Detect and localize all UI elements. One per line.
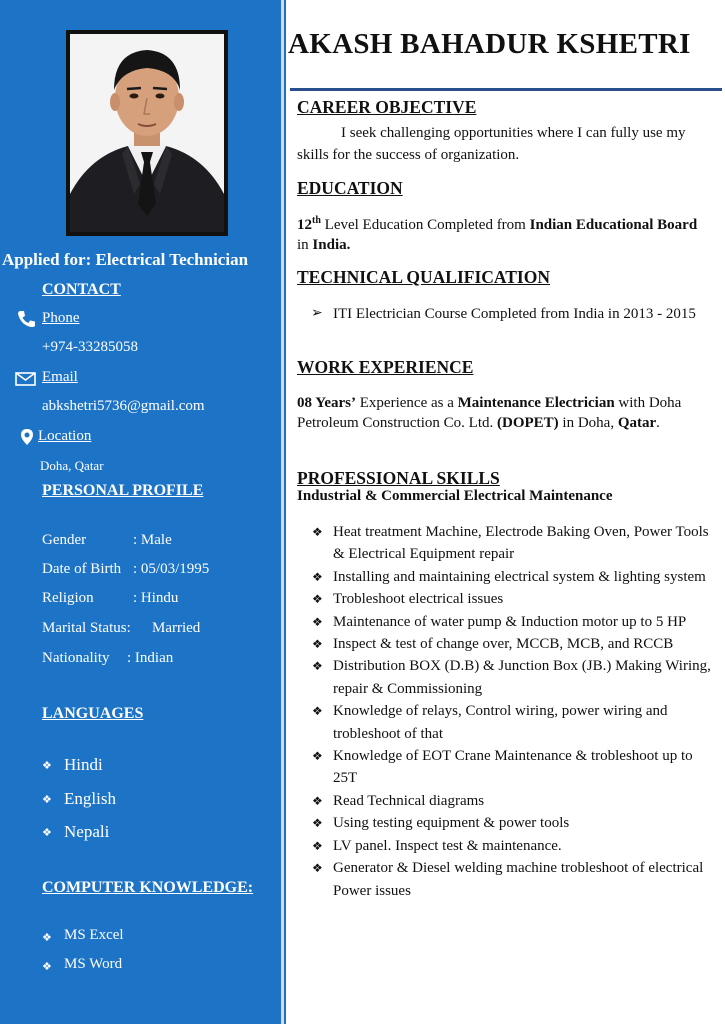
personal-profile-heading: PERSONAL PROFILE (42, 482, 204, 499)
technical-qualification-heading: TECHNICAL QUALIFICATION (297, 267, 550, 287)
diamond-bullet-icon: ❖ (312, 592, 323, 607)
skill-item-text: Using testing equipment & power tools (333, 815, 570, 832)
experience-text-1: Experience as a (356, 395, 458, 411)
language-item: Nepali (64, 822, 110, 841)
profile-photo (70, 34, 224, 232)
education-text (297, 211, 711, 255)
diamond-bullet-icon: ❖ (42, 760, 52, 772)
phone-value: +974-33285058 (42, 339, 138, 355)
skill-item (312, 633, 712, 655)
diamond-bullet-icon: ❖ (312, 525, 323, 539)
skill-item-text: Read Technical diagrams (333, 792, 485, 809)
gender-value: : Male (133, 532, 172, 548)
experience-country: Qatar (617, 415, 657, 431)
career-objective-text: I seek challenging opportunities where I can fully use my skills for the success of organization. (297, 125, 686, 163)
experience-text-3: in Doha, (558, 415, 618, 431)
experience-role: Maintenance Electrician (457, 395, 615, 411)
experience-text-2: with Doha Petroleum Construction Co. Ltd. (297, 395, 682, 431)
marital-status-value: Married (152, 620, 201, 636)
sidebar-divider-accent (284, 0, 286, 1024)
religion-value: : Hindu (133, 590, 179, 606)
language-item: Hindi (64, 755, 103, 774)
skill-item-text: Maintenance of water pump & Induction motor up to 5 HP (333, 613, 687, 630)
skill-item-text: LV panel. Inspect test & maintenance. (333, 837, 562, 854)
phone-label[interactable]: Phone (42, 310, 80, 326)
religion-label: Religion (42, 590, 94, 606)
diamond-bullet-icon: ❖ (312, 816, 323, 831)
skill-item (312, 790, 712, 812)
work-experience-text (297, 393, 711, 433)
skill-item (312, 566, 712, 588)
computer-skill-item: MS Excel (64, 927, 124, 943)
skill-item (312, 521, 712, 566)
dob-label: Date of Birth (42, 561, 122, 577)
diamond-bullet-icon: ❖ (42, 794, 52, 806)
skill-item-text: Trobleshoot electrical issues (333, 591, 504, 608)
skill-item (312, 812, 712, 834)
dob-value: : 05/03/1995 (133, 561, 210, 577)
experience-end: . (656, 415, 660, 431)
email-value: abkshetri5736@gmail.com (42, 398, 205, 414)
professional-skills-heading: PROFESSIONAL SKILLS (297, 468, 500, 488)
education-in-text: in (297, 237, 313, 253)
education-mid-text: Level Education Completed from (320, 217, 530, 233)
education-level-suffix: th (312, 215, 321, 226)
education-country: India. (312, 237, 351, 253)
career-objective-heading: CAREER OBJECTIVE (297, 97, 477, 117)
education-heading: EDUCATION (297, 178, 403, 198)
education-institution: Indian Educational Board (529, 217, 698, 233)
gender-label: Gender (42, 532, 87, 548)
skill-item (312, 745, 712, 790)
arrow-bullet-icon: ➢ (311, 306, 323, 321)
contact-heading: CONTACT (42, 281, 121, 298)
diamond-bullet-icon: ❖ (42, 961, 52, 973)
diamond-bullet-icon: ❖ (312, 793, 323, 808)
phone-icon (16, 310, 36, 333)
title-divider (290, 88, 722, 91)
skill-item (312, 588, 712, 610)
skill-item-text: Knowledge of relays, Control wiring, power wiring and trobleshoot of that (333, 703, 668, 742)
nationality-value: : Indian (127, 650, 174, 666)
skill-item-text: Knowledge of EOT Crane Maintenance & trobleshoot up to 25T (333, 748, 693, 787)
diamond-bullet-icon: ❖ (312, 749, 323, 764)
diamond-bullet-icon: ❖ (312, 614, 323, 629)
skill-item-text: Generator & Diesel welding machine trobleshoot of electrical Power issues (333, 860, 704, 899)
skill-item (312, 655, 712, 700)
nationality-label: Nationality (42, 650, 110, 666)
envelope-icon (15, 372, 36, 391)
diamond-bullet-icon: ❖ (312, 838, 323, 853)
skill-item-text: Inspect & test of change over, MCCB, MCB, and RCCB (333, 636, 674, 653)
experience-company-abbr: (DOPET) (497, 415, 559, 431)
sidebar (0, 0, 281, 1024)
skill-item-text: Installing and maintaining electrical system & lighting system (333, 568, 706, 585)
diamond-bullet-icon: ❖ (42, 932, 52, 944)
technical-qualification-item: ITI Electrician Course Completed from India in 2013 - 2015 (333, 306, 696, 322)
experience-years: 08 Years’ (297, 395, 357, 411)
professional-skills-subheading: Industrial & Commercial Electrical Maintenance (297, 488, 613, 504)
skill-item (312, 835, 712, 857)
diamond-bullet-icon: ❖ (312, 569, 323, 584)
applied-for-position: Applied for: Electrical Technician (2, 250, 249, 269)
marital-status-label: Marital Status: (42, 620, 131, 636)
computer-knowledge-heading: COMPUTER KNOWLEDGE: (42, 879, 254, 896)
skill-item-text: Heat treatment Machine, Electrode Baking Oven, Power Tools & Electrical Equipment repair (333, 524, 709, 563)
diamond-bullet-icon: ❖ (42, 827, 52, 839)
diamond-bullet-icon: ❖ (312, 659, 323, 674)
location-pin-icon (20, 428, 34, 451)
email-label[interactable]: Email (42, 369, 78, 385)
professional-skills-list (312, 521, 712, 902)
diamond-bullet-icon: ❖ (312, 861, 323, 876)
skill-item (312, 700, 712, 745)
candidate-name: AKASH BAHADUR KSHETRI (288, 28, 691, 60)
work-experience-heading: WORK EXPERIENCE (297, 357, 474, 377)
location-label[interactable]: Location (38, 428, 92, 444)
language-item: English (64, 789, 116, 808)
skill-item (312, 611, 712, 633)
computer-skill-item: MS Word (64, 956, 123, 972)
skill-item-text: Distribution BOX (D.B) & Junction Box (JB.) Making Wiring, repair & Commissioning (333, 658, 711, 697)
education-level: 12 (297, 217, 312, 233)
skill-item (312, 857, 712, 902)
location-value: Doha, Qatar (40, 458, 104, 473)
diamond-bullet-icon: ❖ (312, 637, 323, 652)
profile-photo-illustration (70, 34, 224, 232)
languages-heading: LANGUAGES (42, 705, 144, 722)
diamond-bullet-icon: ❖ (312, 704, 323, 719)
profile-photo-frame (66, 30, 228, 236)
